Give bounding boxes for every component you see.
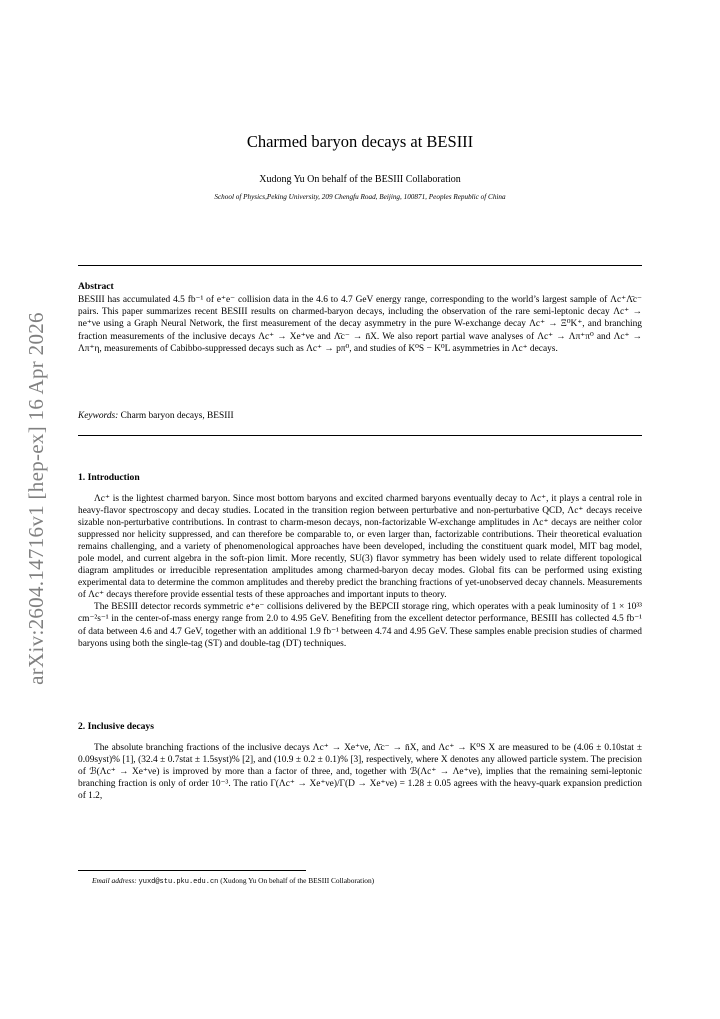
arxiv-identifier: arXiv:2604.14716v1 [hep-ex] 16 Apr 2026 xyxy=(23,311,48,685)
email-label: Email address: xyxy=(92,876,137,885)
section-body-introduction xyxy=(78,493,642,650)
arxiv-sidebar xyxy=(22,298,50,698)
paragraph: The BESIII detector records symmetric e⁺e⁻ collisions delivered by the BEPCII storage ring, which operates with a peak luminosity of 1 × 10³³ cm⁻²s⁻¹ in the center-of-mass energy range from 2.0 to 4.95 GeV. Benefiting from the excellent detector performance, BESIII has collected 4.5 fb⁻¹ of data between 4.6 and 4.7 GeV, together with an additional 1.9 fb⁻¹ between 4.74 and 4.95 GeV. These samples enable precision studies of charmed baryons using both the single-tag (ST) and double-tag (DT) techniques. xyxy=(78,602,642,649)
abstract-text: BESIII has accumulated 4.5 fb⁻¹ of e⁺e⁻ collision data in the 4.6 to 4.7 GeV energy range, corresponding to the world’s largest sample of Λc⁺Λ̄c⁻ pairs. This paper summarizes recent BESIII results on charmed-baryon decays, including the observation of the rare semi-leptonic decay Λc⁺ → ne⁺νe using a Graph Neural Network, the first measurement of the decay asymmetry in the pure W-exchange decay Λc⁺ → Ξ⁰K⁺, and branching fraction measurements of the inclusive decays Λc⁺ → Xe⁺νe and Λ̄c⁻ → n̄X. We also report partial wave analyses of Λc⁺ → Λπ⁺π⁰ and Λc⁺ → Λπ⁺η, measurements of Cabibbo-suppressed decays such as Λc⁺ → pπ⁰, and studies of K⁰S − K⁰L asymmetries in Λc⁺ decays. xyxy=(78,295,642,354)
keywords-line xyxy=(78,411,234,421)
section-body-inclusive-decays xyxy=(78,742,642,802)
email-link[interactable]: yuxd@stu.pku.edu.cn xyxy=(138,878,219,886)
footnote-rule xyxy=(78,870,306,871)
paragraph: Λc⁺ is the lightest charmed baryon. Since most bottom baryons and excited charmed baryons eventually decay to Λc⁺, it plays a central role in heavy-flavor spectroscopy and decay studies. Located in the transition region between perturbative and non-perturbative QCD, Λc⁺ decays receive sizable non-perturbative contributions. In contrast to charm-meson decays, non-factorizable W-exchange amplitudes in Λc⁺ decays are neither color suppressed nor helicity suppressed, and can therefore be comparable to, or even larger than, factorizable contributions. Their theoretical evaluation remains challenging, and a variety of phenomenological approaches have been developed, including the constituent quark model, MIT bag model, pole model, and current algebra in the soft-pion limit. More recently, SU(3) flavor symmetry has been widely used to relate different topological diagram amplitudes or irreducible representation amplitudes among charmed-baryon decay modes. Global fits can be performed using existing experimental data to determine the common amplitudes and thereby predict the branching fractions of yet-unobserved decay channels. Measurements of Λc⁺ decays therefore provide essential tests of these approaches and important inputs to theory. xyxy=(78,494,642,601)
footnote-note: (Xudong Yu On behalf of the BESIII Collaboration) xyxy=(220,876,375,885)
abstract-heading: Abstract xyxy=(78,281,114,292)
abstract-top-rule xyxy=(78,265,642,266)
paragraph: The absolute branching fractions of the inclusive decays Λc⁺ → Xe⁺νe, Λ̄c⁻ → n̄X, and Λc⁺ → K⁰S X are measured to be (4.06 ± 0.10stat ± 0.09syst)% [1], (32.4 ± 0.7stat ± 1.5syst)% [2], and (10.9 ± 0.2 ± 0.1)% [3], respectively, where X denotes any allowed particle system. The precision of ℬ(Λc⁺ → Xe⁺νe) is improved by more than a factor of three, and, together with ℬ(Λc⁺ → Λe⁺νe), implies that the remaining semi-leptonic branching fraction is only of order 10⁻³. The ratio Γ(Λc⁺ → Xe⁺νe)/Γ(D → Xe⁺νe) = 1.28 ± 0.05 agrees with the heavy-quark expansion prediction of 1.2, xyxy=(78,743,642,802)
author-line: Xudong Yu On behalf of the BESIII Collaboration xyxy=(259,174,461,185)
section-heading-introduction: 1. Introduction xyxy=(78,472,140,483)
paper-title: Charmed baryon decays at BESIII xyxy=(246,132,474,151)
keywords-label: Keywords: xyxy=(78,411,119,421)
footnote xyxy=(92,876,374,886)
section-heading-inclusive-decays: 2. Inclusive decays xyxy=(78,721,154,732)
keywords-value: Charm baryon decays, BESIII xyxy=(120,411,234,421)
abstract-bottom-rule xyxy=(78,435,642,436)
affiliation: School of Physics,Peking University, 209 Chengfu Road, Beijing, 100871, Peoples Republic of China xyxy=(214,193,506,201)
